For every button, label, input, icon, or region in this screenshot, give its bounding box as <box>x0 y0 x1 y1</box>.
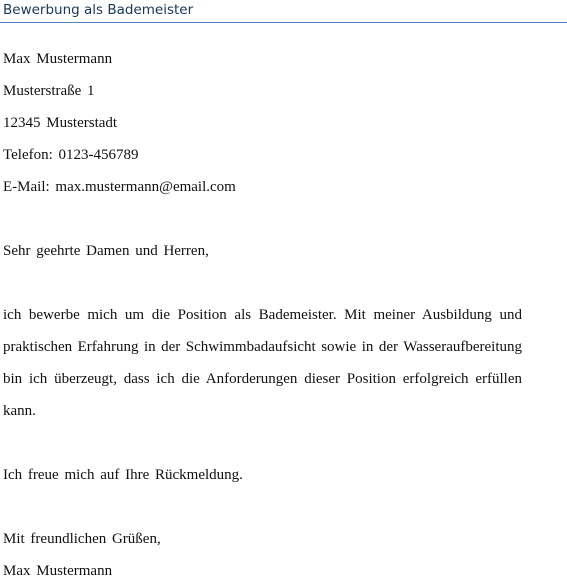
document-title: Bewerbung als Bademeister <box>3 2 194 18</box>
sender-street: Musterstraße 1 <box>3 83 95 99</box>
sender-email: E-Mail: max.mustermann@email.com <box>3 179 236 195</box>
body-line: kann. <box>3 403 36 419</box>
body-line: bin ich überzeugt, dass ich die Anforderungen dieser Position erfolgreich erfüllen <box>3 371 522 387</box>
document-header <box>0 0 567 23</box>
signature-name: Max Mustermann <box>3 563 113 579</box>
salutation: Sehr geehrte Damen und Herren, <box>3 243 209 259</box>
sender-phone: Telefon: 0123-456789 <box>3 147 139 163</box>
sender-name: Max Mustermann <box>3 51 113 67</box>
closing-sentence: Ich freue mich auf Ihre Rückmeldung. <box>3 467 243 483</box>
sender-city: 12345 Musterstadt <box>3 115 118 131</box>
body-line: praktischen Erfahrung in der Schwimmbadaufsicht sowie in der Wasseraufbereitung <box>3 339 522 355</box>
farewell: Mit freundlichen Grüßen, <box>3 531 161 547</box>
body-line: ich bewerbe mich um die Position als Bademeister. Mit meiner Ausbildung und <box>3 307 522 323</box>
